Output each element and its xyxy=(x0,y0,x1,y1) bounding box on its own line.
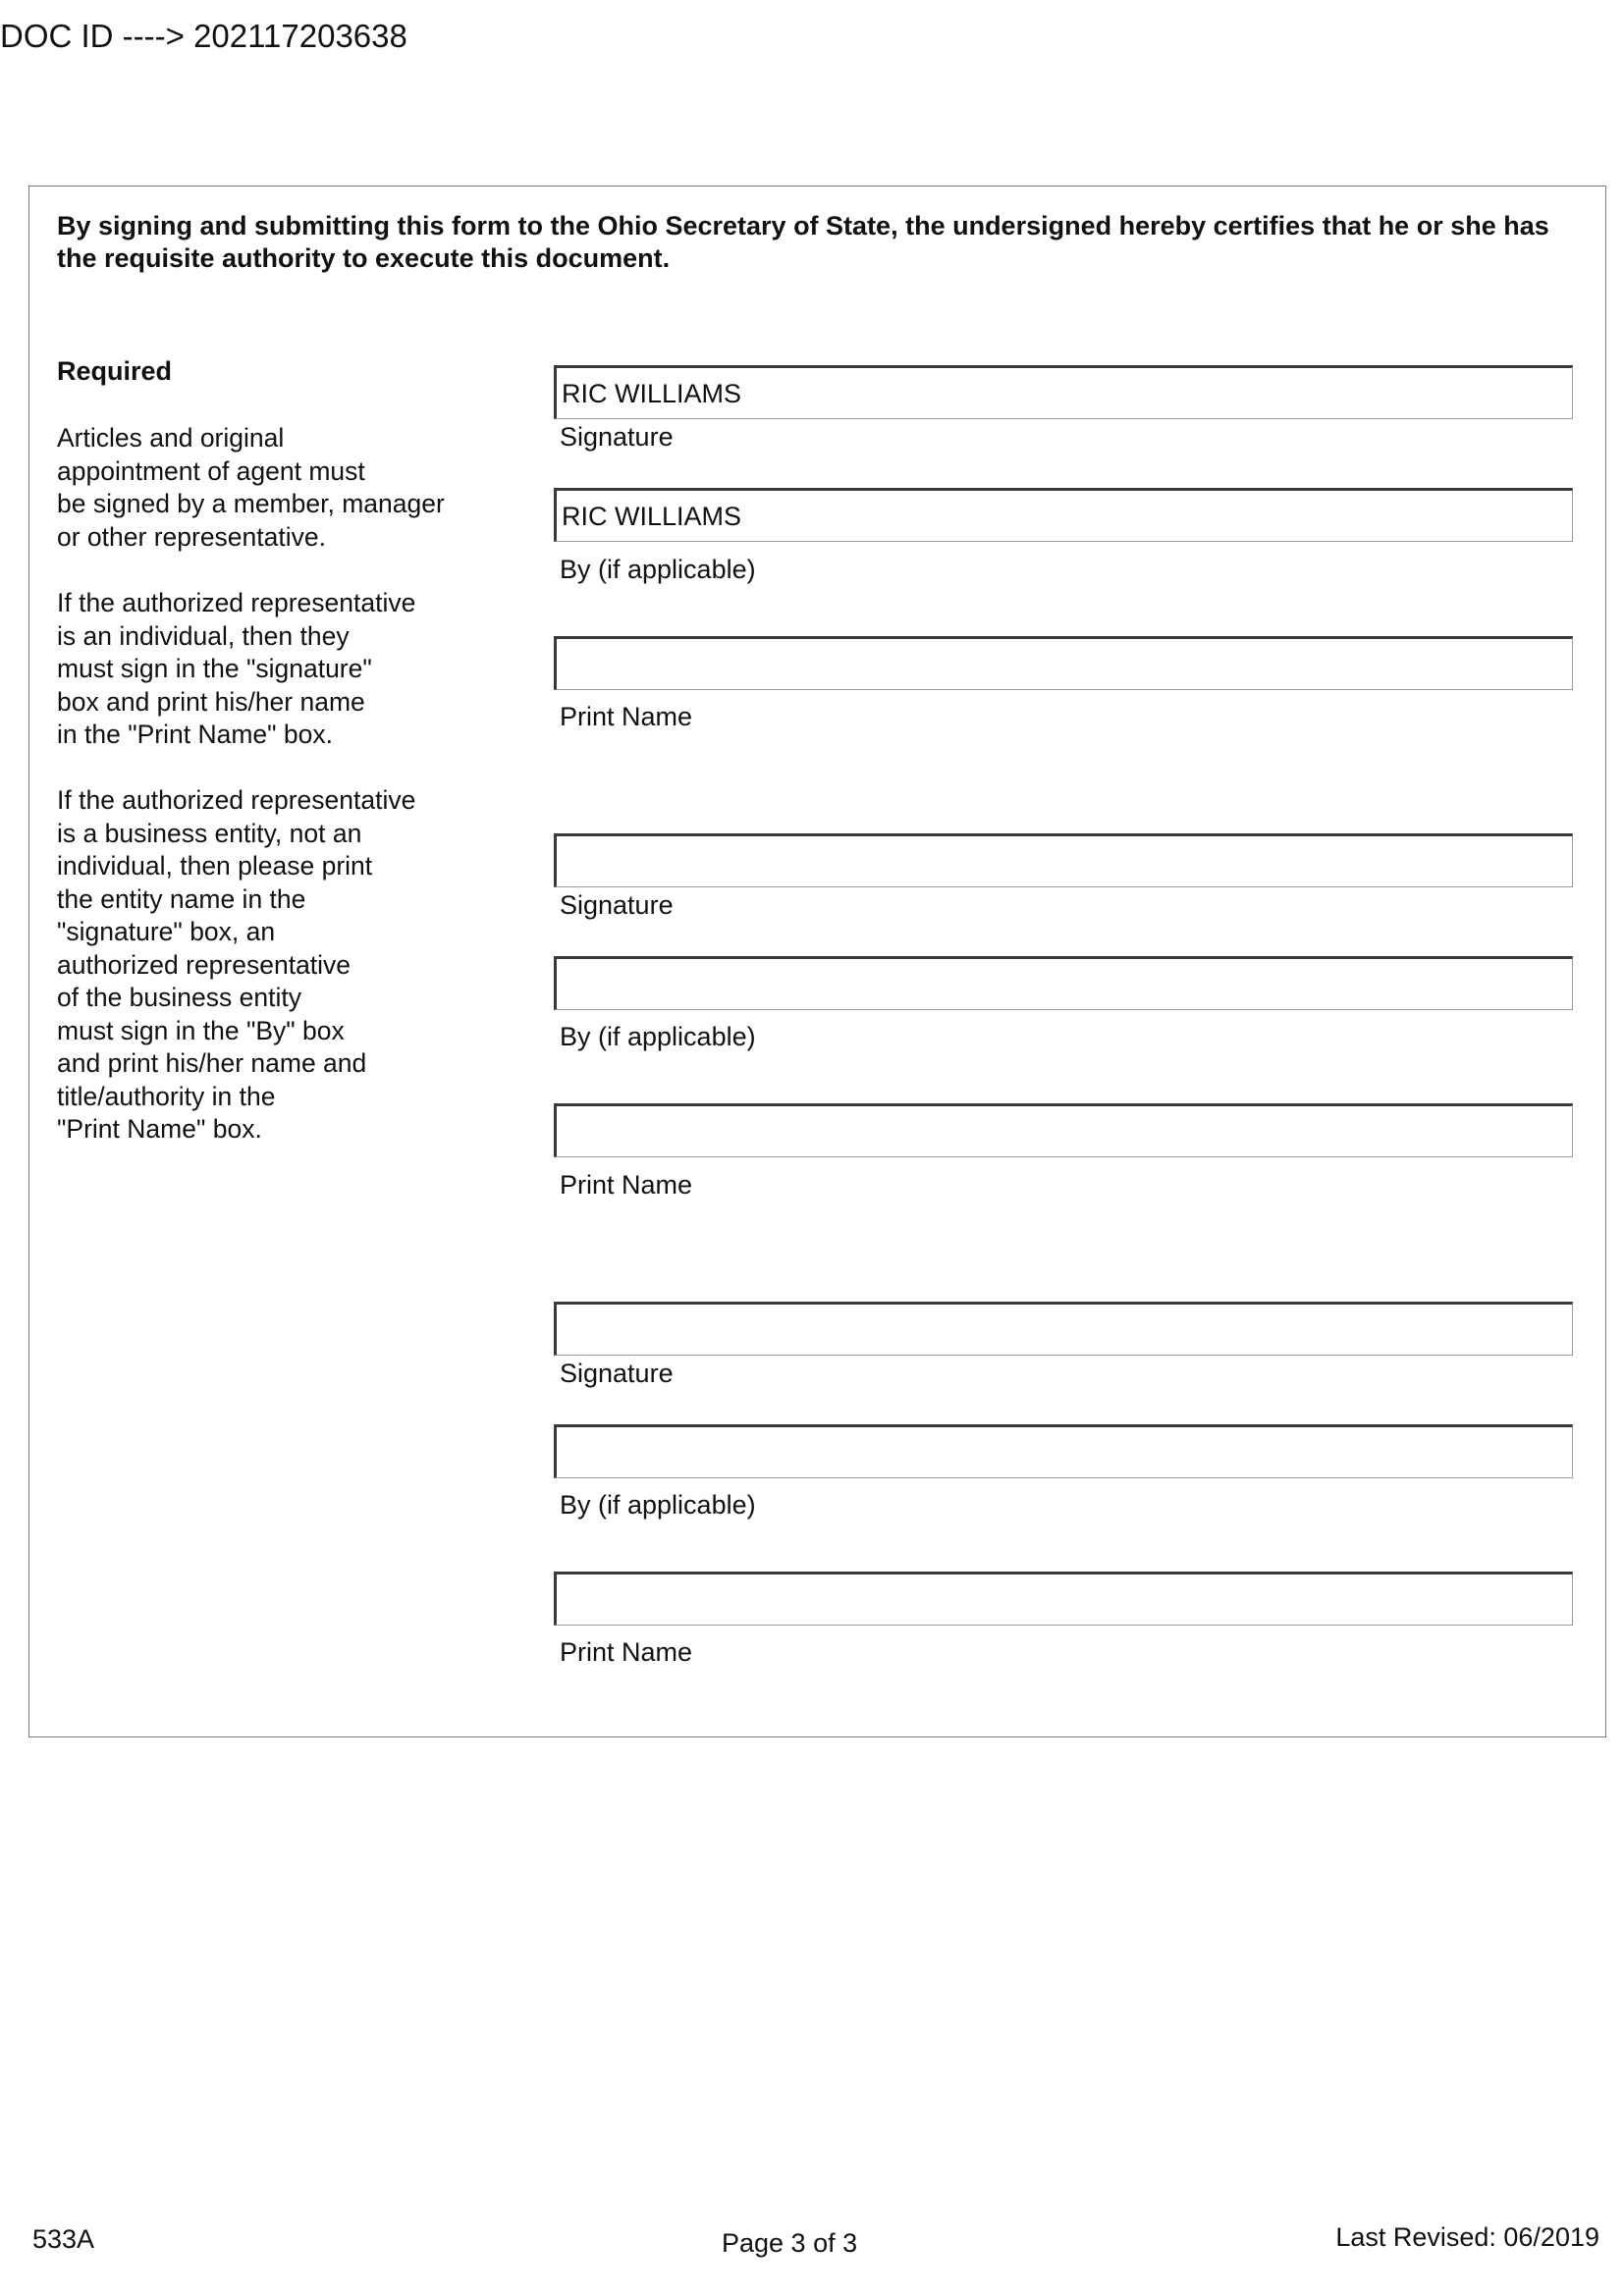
signer-1-signature-field[interactable]: RIC WILLIAMS xyxy=(554,365,1573,419)
signer-2-signature-label: Signature xyxy=(560,890,674,920)
instructions-paragraph-1: Articles and original appointment of agent must be signed by a member, manager or other representative. xyxy=(57,423,445,552)
instructions-paragraph-3: If the authorized representative is a business entity, not an individual, then please print the entity name in the "signature" box, an authorized representative of the business entity must sign in the "By" box and print his/her name and title/authority in the "Print Name" box. xyxy=(57,785,416,1144)
signer-2-signature-field[interactable] xyxy=(554,833,1573,887)
signer-1-by-label: By (if applicable) xyxy=(560,555,756,584)
page-number: Page 3 of 3 xyxy=(722,2228,858,2258)
signer-1-by-field[interactable]: RIC WILLIAMS xyxy=(554,488,1573,542)
signer-1-signature-label: Signature xyxy=(560,422,674,452)
last-revised: Last Revised: 06/2019 xyxy=(1335,2222,1599,2252)
signer-3-signature-label: Signature xyxy=(560,1359,674,1388)
doc-id: DOC ID ----> 202117203638 xyxy=(0,18,407,54)
signer-3-by-label: By (if applicable) xyxy=(560,1490,756,1520)
instructions-paragraph-2: If the authorized representative is an individual, then they must sign in the "signature" box and print his/her name in the "Print Name" box. xyxy=(57,588,416,749)
signer-2-print-name-label: Print Name xyxy=(560,1170,693,1200)
certification-statement: By signing and submitting this form to the Ohio Secretary of State, the undersigned hereby certifies that he or she has the requisite authority to execute this document. xyxy=(57,211,1549,273)
signer-2-by-field[interactable] xyxy=(554,956,1573,1010)
signer-3-print-name-label: Print Name xyxy=(560,1637,693,1667)
signer-3-by-field[interactable] xyxy=(554,1424,1573,1478)
signer-3-signature-field[interactable] xyxy=(554,1302,1573,1356)
signer-3-print-name-field[interactable] xyxy=(554,1572,1573,1626)
signer-2-print-name-field[interactable] xyxy=(554,1103,1573,1157)
signer-1-print-name-label: Print Name xyxy=(560,702,693,731)
form-number: 533A xyxy=(32,2224,95,2254)
signer-1-print-name-field[interactable] xyxy=(554,636,1573,690)
signer-2-by-label: By (if applicable) xyxy=(560,1022,756,1051)
required-heading: Required xyxy=(57,356,173,386)
